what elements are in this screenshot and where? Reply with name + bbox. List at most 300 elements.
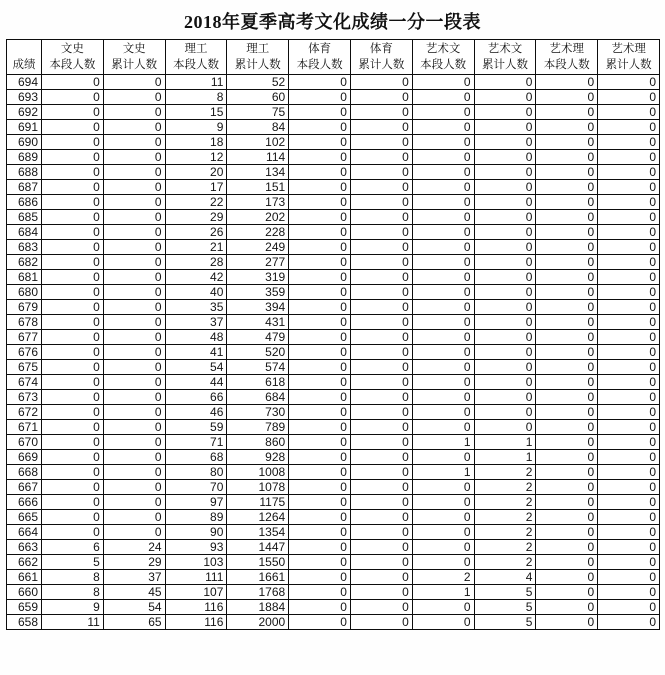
count-cell: 0 xyxy=(350,585,412,600)
count-cell: 0 xyxy=(350,330,412,345)
count-cell: 0 xyxy=(412,285,474,300)
count-cell: 2 xyxy=(474,495,536,510)
count-cell: 0 xyxy=(536,120,598,135)
count-cell: 103 xyxy=(165,555,227,570)
count-cell: 1 xyxy=(412,585,474,600)
count-cell: 0 xyxy=(474,120,536,135)
count-cell: 0 xyxy=(289,510,351,525)
table-row xyxy=(7,195,660,210)
count-cell: 0 xyxy=(598,135,660,150)
count-cell: 1008 xyxy=(227,465,289,480)
count-cell: 0 xyxy=(42,435,104,450)
count-cell: 0 xyxy=(350,240,412,255)
count-cell: 0 xyxy=(598,345,660,360)
count-cell: 0 xyxy=(412,600,474,615)
count-cell: 0 xyxy=(289,555,351,570)
column-header xyxy=(289,40,351,75)
count-cell: 0 xyxy=(350,210,412,225)
score-cell: 681 xyxy=(7,270,42,285)
table-row xyxy=(7,420,660,435)
count-cell: 0 xyxy=(350,465,412,480)
count-cell: 0 xyxy=(536,510,598,525)
score-cell: 663 xyxy=(7,540,42,555)
count-cell: 0 xyxy=(412,405,474,420)
count-cell: 0 xyxy=(536,555,598,570)
score-cell: 693 xyxy=(7,90,42,105)
count-cell: 0 xyxy=(103,120,165,135)
count-cell: 0 xyxy=(536,165,598,180)
count-cell: 71 xyxy=(165,435,227,450)
count-cell: 0 xyxy=(598,225,660,240)
count-cell: 1884 xyxy=(227,600,289,615)
count-cell: 0 xyxy=(289,75,351,90)
column-header-group: 艺术文 xyxy=(487,43,523,55)
count-cell: 0 xyxy=(350,180,412,195)
count-cell: 0 xyxy=(598,150,660,165)
count-cell: 28 xyxy=(165,255,227,270)
count-cell: 202 xyxy=(227,210,289,225)
table-row xyxy=(7,435,660,450)
count-cell: 0 xyxy=(474,360,536,375)
score-cell: 668 xyxy=(7,465,42,480)
column-header-sub: 累计人数 xyxy=(481,59,528,71)
score-cell: 679 xyxy=(7,300,42,315)
count-cell: 860 xyxy=(227,435,289,450)
count-cell: 0 xyxy=(412,495,474,510)
count-cell: 0 xyxy=(289,180,351,195)
count-cell: 0 xyxy=(598,75,660,90)
column-header xyxy=(103,40,165,75)
table-row xyxy=(7,465,660,480)
count-cell: 0 xyxy=(412,540,474,555)
count-cell: 277 xyxy=(227,255,289,270)
count-cell: 5 xyxy=(474,600,536,615)
count-cell: 1 xyxy=(412,435,474,450)
column-header xyxy=(598,40,660,75)
count-cell: 0 xyxy=(412,120,474,135)
count-cell: 0 xyxy=(103,105,165,120)
count-cell: 0 xyxy=(536,330,598,345)
count-cell: 0 xyxy=(103,345,165,360)
count-cell: 80 xyxy=(165,465,227,480)
count-cell: 5 xyxy=(474,615,536,630)
table-header xyxy=(7,40,660,75)
count-cell: 0 xyxy=(474,240,536,255)
count-cell: 54 xyxy=(165,360,227,375)
count-cell: 0 xyxy=(536,225,598,240)
count-cell: 0 xyxy=(412,240,474,255)
count-cell: 0 xyxy=(103,480,165,495)
count-cell: 0 xyxy=(412,315,474,330)
table-row xyxy=(7,450,660,465)
count-cell: 1447 xyxy=(227,540,289,555)
table-row xyxy=(7,270,660,285)
count-cell: 0 xyxy=(42,300,104,315)
count-cell: 0 xyxy=(103,135,165,150)
count-cell: 0 xyxy=(474,390,536,405)
table-row xyxy=(7,180,660,195)
count-cell: 0 xyxy=(103,495,165,510)
count-cell: 1 xyxy=(412,465,474,480)
count-cell: 2000 xyxy=(227,615,289,630)
count-cell: 65 xyxy=(103,615,165,630)
count-cell: 0 xyxy=(412,270,474,285)
count-cell: 0 xyxy=(536,525,598,540)
count-cell: 0 xyxy=(598,315,660,330)
count-cell: 0 xyxy=(598,165,660,180)
score-cell: 664 xyxy=(7,525,42,540)
count-cell: 0 xyxy=(350,270,412,285)
score-cell: 671 xyxy=(7,420,42,435)
table-row xyxy=(7,165,660,180)
count-cell: 93 xyxy=(165,540,227,555)
count-cell: 0 xyxy=(474,150,536,165)
count-cell: 0 xyxy=(350,375,412,390)
page-title: 2018年夏季高考文化成绩一分一段表 xyxy=(184,12,481,32)
table-row xyxy=(7,330,660,345)
score-cell: 660 xyxy=(7,585,42,600)
count-cell: 0 xyxy=(103,330,165,345)
count-cell: 0 xyxy=(536,180,598,195)
table-row xyxy=(7,510,660,525)
count-cell: 0 xyxy=(474,195,536,210)
column-header xyxy=(350,40,412,75)
count-cell: 0 xyxy=(412,210,474,225)
count-cell: 0 xyxy=(289,120,351,135)
count-cell: 0 xyxy=(412,450,474,465)
score-cell: 683 xyxy=(7,240,42,255)
column-header xyxy=(412,40,474,75)
count-cell: 0 xyxy=(42,225,104,240)
count-cell: 0 xyxy=(289,90,351,105)
table-row xyxy=(7,555,660,570)
count-cell: 0 xyxy=(103,315,165,330)
count-cell: 0 xyxy=(103,525,165,540)
count-cell: 173 xyxy=(227,195,289,210)
count-cell: 574 xyxy=(227,360,289,375)
count-cell: 0 xyxy=(412,525,474,540)
count-cell: 9 xyxy=(165,120,227,135)
count-cell: 0 xyxy=(42,525,104,540)
count-cell: 0 xyxy=(350,390,412,405)
count-cell: 0 xyxy=(289,285,351,300)
score-cell: 694 xyxy=(7,75,42,90)
count-cell: 0 xyxy=(412,105,474,120)
table-row xyxy=(7,75,660,90)
column-header-sub: 本段人数 xyxy=(49,59,96,71)
count-cell: 0 xyxy=(474,165,536,180)
count-cell: 0 xyxy=(412,165,474,180)
column-header xyxy=(536,40,598,75)
count-cell: 0 xyxy=(536,540,598,555)
count-cell: 0 xyxy=(598,360,660,375)
count-cell: 0 xyxy=(598,540,660,555)
count-cell: 54 xyxy=(103,600,165,615)
count-cell: 0 xyxy=(598,495,660,510)
count-cell: 0 xyxy=(103,255,165,270)
count-cell: 1661 xyxy=(227,570,289,585)
count-cell: 0 xyxy=(474,180,536,195)
count-cell: 0 xyxy=(474,330,536,345)
count-cell: 0 xyxy=(412,390,474,405)
count-cell: 41 xyxy=(165,345,227,360)
count-cell: 0 xyxy=(412,300,474,315)
column-header-group: 理工 xyxy=(184,43,208,55)
score-cell: 661 xyxy=(7,570,42,585)
score-column-header: 成绩 xyxy=(7,40,42,75)
count-cell: 0 xyxy=(289,150,351,165)
count-cell: 0 xyxy=(412,615,474,630)
column-header xyxy=(474,40,536,75)
score-cell: 689 xyxy=(7,150,42,165)
count-cell: 29 xyxy=(165,210,227,225)
count-cell: 1 xyxy=(474,450,536,465)
count-cell: 0 xyxy=(536,150,598,165)
count-cell: 0 xyxy=(350,510,412,525)
count-cell: 0 xyxy=(536,270,598,285)
count-cell: 0 xyxy=(536,615,598,630)
count-cell: 0 xyxy=(103,375,165,390)
score-cell: 672 xyxy=(7,405,42,420)
column-header-group: 体育 xyxy=(308,43,332,55)
count-cell: 0 xyxy=(42,390,104,405)
count-cell: 107 xyxy=(165,585,227,600)
count-cell: 60 xyxy=(227,90,289,105)
count-cell: 0 xyxy=(350,75,412,90)
count-cell: 0 xyxy=(536,480,598,495)
count-cell: 0 xyxy=(598,270,660,285)
column-header-group: 文史 xyxy=(60,43,84,55)
table-row xyxy=(7,600,660,615)
count-cell: 0 xyxy=(350,495,412,510)
score-cell: 684 xyxy=(7,225,42,240)
count-cell: 0 xyxy=(289,225,351,240)
count-cell: 0 xyxy=(103,510,165,525)
count-cell: 1264 xyxy=(227,510,289,525)
count-cell: 0 xyxy=(536,405,598,420)
count-cell: 0 xyxy=(103,165,165,180)
count-cell: 0 xyxy=(412,90,474,105)
score-cell: 662 xyxy=(7,555,42,570)
column-header-sub: 累计人数 xyxy=(605,59,652,71)
count-cell: 0 xyxy=(42,495,104,510)
count-cell: 0 xyxy=(350,450,412,465)
count-cell: 0 xyxy=(289,210,351,225)
count-cell: 0 xyxy=(42,450,104,465)
count-cell: 6 xyxy=(42,540,104,555)
score-cell: 686 xyxy=(7,195,42,210)
count-cell: 0 xyxy=(289,465,351,480)
table-row xyxy=(7,300,660,315)
count-cell: 9 xyxy=(42,600,104,615)
count-cell: 0 xyxy=(289,450,351,465)
table-row xyxy=(7,150,660,165)
count-cell: 1 xyxy=(474,435,536,450)
table-row xyxy=(7,540,660,555)
count-cell: 0 xyxy=(598,570,660,585)
table-body xyxy=(7,75,660,630)
count-cell: 0 xyxy=(412,330,474,345)
count-cell: 0 xyxy=(289,600,351,615)
count-cell: 1768 xyxy=(227,585,289,600)
count-cell: 0 xyxy=(598,375,660,390)
count-cell: 0 xyxy=(412,150,474,165)
count-cell: 0 xyxy=(289,585,351,600)
count-cell: 0 xyxy=(598,420,660,435)
count-cell: 40 xyxy=(165,285,227,300)
count-cell: 0 xyxy=(350,480,412,495)
table-row xyxy=(7,135,660,150)
count-cell: 0 xyxy=(103,420,165,435)
count-cell: 1354 xyxy=(227,525,289,540)
count-cell: 0 xyxy=(598,195,660,210)
count-cell: 0 xyxy=(474,285,536,300)
count-cell: 0 xyxy=(350,435,412,450)
count-cell: 0 xyxy=(289,405,351,420)
count-cell: 15 xyxy=(165,105,227,120)
count-cell: 0 xyxy=(536,375,598,390)
count-cell: 0 xyxy=(536,285,598,300)
count-cell: 359 xyxy=(227,285,289,300)
score-cell: 687 xyxy=(7,180,42,195)
count-cell: 0 xyxy=(42,240,104,255)
count-cell: 249 xyxy=(227,240,289,255)
count-cell: 35 xyxy=(165,300,227,315)
count-cell: 2 xyxy=(412,570,474,585)
count-cell: 0 xyxy=(42,345,104,360)
count-cell: 0 xyxy=(598,180,660,195)
count-cell: 0 xyxy=(350,525,412,540)
count-cell: 0 xyxy=(42,105,104,120)
count-cell: 90 xyxy=(165,525,227,540)
count-cell: 0 xyxy=(350,420,412,435)
table-row xyxy=(7,90,660,105)
table-row xyxy=(7,480,660,495)
count-cell: 0 xyxy=(103,285,165,300)
count-cell: 0 xyxy=(350,195,412,210)
count-cell: 0 xyxy=(536,240,598,255)
count-cell: 0 xyxy=(598,120,660,135)
count-cell: 8 xyxy=(165,90,227,105)
count-cell: 0 xyxy=(42,255,104,270)
count-cell: 0 xyxy=(536,75,598,90)
count-cell: 520 xyxy=(227,345,289,360)
count-cell: 66 xyxy=(165,390,227,405)
score-cell: 682 xyxy=(7,255,42,270)
count-cell: 111 xyxy=(165,570,227,585)
count-cell: 0 xyxy=(103,465,165,480)
count-cell: 0 xyxy=(474,405,536,420)
count-cell: 0 xyxy=(103,300,165,315)
count-cell: 0 xyxy=(289,480,351,495)
count-cell: 0 xyxy=(42,90,104,105)
count-cell: 0 xyxy=(289,495,351,510)
count-cell: 0 xyxy=(103,75,165,90)
count-cell: 0 xyxy=(350,165,412,180)
count-cell: 0 xyxy=(598,480,660,495)
column-header xyxy=(165,40,227,75)
count-cell: 22 xyxy=(165,195,227,210)
count-cell: 1550 xyxy=(227,555,289,570)
count-cell: 0 xyxy=(474,255,536,270)
count-cell: 114 xyxy=(227,150,289,165)
count-cell: 0 xyxy=(536,135,598,150)
count-cell: 0 xyxy=(289,135,351,150)
count-cell: 0 xyxy=(412,360,474,375)
count-cell: 0 xyxy=(474,300,536,315)
column-header-group: 体育 xyxy=(369,43,393,55)
table-row xyxy=(7,405,660,420)
count-cell: 0 xyxy=(536,255,598,270)
count-cell: 0 xyxy=(350,135,412,150)
score-cell: 674 xyxy=(7,375,42,390)
score-cell: 673 xyxy=(7,390,42,405)
count-cell: 0 xyxy=(103,225,165,240)
count-cell: 0 xyxy=(289,165,351,180)
count-cell: 24 xyxy=(103,540,165,555)
count-cell: 116 xyxy=(165,615,227,630)
count-cell: 2 xyxy=(474,540,536,555)
column-header-group: 艺术文 xyxy=(425,43,461,55)
count-cell: 2 xyxy=(474,480,536,495)
count-cell: 0 xyxy=(536,495,598,510)
count-cell: 0 xyxy=(289,435,351,450)
column-header-sub: 本段人数 xyxy=(296,59,343,71)
count-cell: 0 xyxy=(474,315,536,330)
count-cell: 0 xyxy=(42,510,104,525)
count-cell: 2 xyxy=(474,465,536,480)
count-cell: 394 xyxy=(227,300,289,315)
count-cell: 0 xyxy=(412,555,474,570)
count-cell: 0 xyxy=(412,135,474,150)
count-cell: 0 xyxy=(289,315,351,330)
count-cell: 0 xyxy=(412,375,474,390)
count-cell: 42 xyxy=(165,270,227,285)
count-cell: 684 xyxy=(227,390,289,405)
count-cell: 0 xyxy=(289,420,351,435)
column-header-sub: 累计人数 xyxy=(358,59,405,71)
count-cell: 0 xyxy=(350,360,412,375)
count-cell: 0 xyxy=(289,300,351,315)
count-cell: 70 xyxy=(165,480,227,495)
count-cell: 46 xyxy=(165,405,227,420)
count-cell: 102 xyxy=(227,135,289,150)
count-cell: 0 xyxy=(350,285,412,300)
count-cell: 0 xyxy=(474,210,536,225)
count-cell: 0 xyxy=(103,240,165,255)
count-cell: 8 xyxy=(42,570,104,585)
count-cell: 0 xyxy=(42,285,104,300)
count-cell: 0 xyxy=(598,255,660,270)
count-cell: 0 xyxy=(42,195,104,210)
count-cell: 116 xyxy=(165,600,227,615)
column-header-sub: 本段人数 xyxy=(172,59,219,71)
count-cell: 0 xyxy=(536,390,598,405)
count-cell: 0 xyxy=(289,270,351,285)
score-cell: 667 xyxy=(7,480,42,495)
count-cell: 5 xyxy=(474,585,536,600)
count-cell: 0 xyxy=(42,180,104,195)
count-cell: 84 xyxy=(227,120,289,135)
score-distribution-table xyxy=(6,39,660,630)
count-cell: 0 xyxy=(598,525,660,540)
count-cell: 0 xyxy=(598,90,660,105)
count-cell: 37 xyxy=(165,315,227,330)
count-cell: 17 xyxy=(165,180,227,195)
count-cell: 0 xyxy=(536,450,598,465)
score-cell: 675 xyxy=(7,360,42,375)
count-cell: 0 xyxy=(598,585,660,600)
